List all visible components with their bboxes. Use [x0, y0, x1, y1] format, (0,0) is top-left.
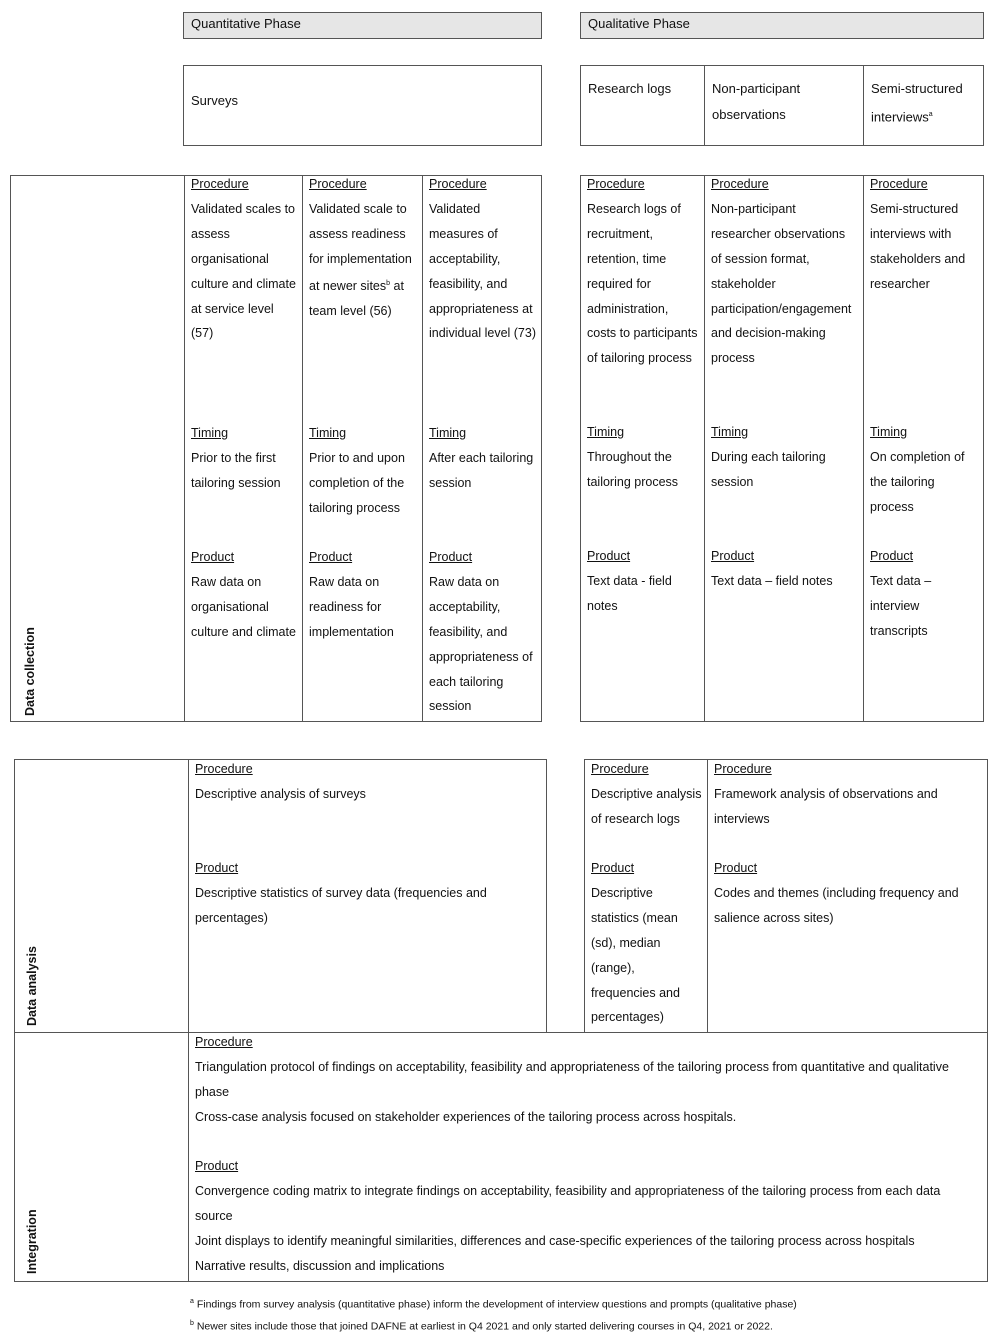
analysis-logs-procedure: Procedure Descriptive analysis of research logs: [591, 762, 702, 826]
analysis-quant-product: Product Descriptive statistics of survey data (frequencies and percentages): [195, 861, 487, 925]
qualitative-phase-label: Qualitative Phase: [588, 16, 690, 31]
q3-timing: Timing After each tailoring session: [429, 426, 534, 490]
footnote-a: $^a$ Findings from survey analysis (quantitative phase) inform the development of interview questions and prompts (qualitative phase): [190, 1298, 797, 1311]
q3-product: Product Raw data on acceptability, feasibility, and appropriateness of each tailoring session: [429, 550, 533, 714]
data-collection-quant-box: [10, 175, 542, 722]
integration-product: Product Convergence coding matrix to integrate findings on acceptability, feasibility and appropriateness of the tailoring process from each data source Joint displays to identify meaningful similarities, differences and case-specific experiences of the tailoring process across hospitals Narrative results, discussion and implications: [195, 1159, 941, 1273]
analysis-framework-product: Product Codes and themes (including frequency and salience across sites): [714, 861, 959, 925]
footnote-b-marker: b: [386, 279, 391, 287]
quantitative-phase-label: Quantitative Phase: [191, 16, 301, 31]
surveys-method-box: [183, 65, 542, 146]
observations-procedure: Procedure Non-participant researcher observations of session format, stakeholder participation/engagement and decision-making process: [711, 177, 852, 366]
logs-timing: Timing Throughout the tailoring process: [587, 425, 679, 489]
q2-procedure: Procedure Validated scale to assess readiness for implementation at newer sites$^b$ at team level (56): [309, 177, 412, 318]
integration-procedure: Procedure Triangulation protocol of findings on acceptability, feasibility and appropriateness of the tailoring process from quantitative and qualitative phase Cross-case analysis focused on stakeholder experiences of the tailoring process across hospitals.: [195, 1035, 949, 1124]
q1-procedure: Procedure Validated scales to assess organisational culture and climate at service level (57): [191, 177, 296, 341]
analysis-framework-procedure: Procedure Framework analysis of observations and interviews: [714, 762, 938, 826]
q2-timing: Timing Prior to and upon completion of the tailoring process: [309, 426, 405, 515]
interviews-product: Product Text data – interview transcripts: [870, 549, 932, 638]
interviews-procedure: Procedure Semi-structured interviews with stakeholders and researcher: [870, 177, 966, 291]
footnote-b: $^b$ Newer sites include those that joined DAFNE at earliest in Q4 2021 and only started delivering courses in Q4, 2021 or 2022.: [190, 1320, 773, 1333]
data-analysis-label: Data analysis: [25, 946, 39, 1026]
qualitative-phase-header: [580, 12, 984, 39]
analysis-integration-box: [14, 759, 988, 1282]
integration-label: Integration: [25, 1209, 39, 1274]
q1-timing: Timing Prior to the first tailoring session: [191, 426, 281, 490]
q1-product: Product Raw data on organisational culture and climate: [191, 550, 296, 639]
interviews-timing: Timing On completion of the tailoring process: [870, 425, 965, 514]
footnote-a-marker: a: [928, 111, 933, 118]
analysis-logs-product: Product Descriptive statistics (mean (sd), median (range), frequencies and percentages): [591, 861, 680, 1025]
observations-product: Product Text data – field notes: [711, 549, 833, 588]
q3-procedure: Procedure Validated measures of acceptability, feasibility, and appropriateness at individual level (73): [429, 177, 537, 341]
observations-label: Non-participant observations: [712, 81, 801, 122]
data-collection-qual-box: [580, 175, 984, 722]
logs-product: Product Text data - field notes: [587, 549, 672, 613]
surveys-label: Surveys: [191, 93, 238, 108]
observations-timing: Timing During each tailoring session: [711, 425, 826, 489]
research-logs-label: Research logs: [588, 81, 672, 96]
interviews-label: Semi-structured interviews$^a$: [871, 81, 963, 125]
analysis-quant-procedure: Procedure Descriptive analysis of surveys: [195, 762, 366, 801]
logs-procedure: Procedure Research logs of recruitment, retention, time required for administration, costs to participants of tailoring process: [587, 177, 698, 366]
q2-product: Product Raw data on readiness for implementation: [309, 550, 394, 639]
qualitative-methods-box: [580, 65, 984, 146]
quantitative-phase-header: [183, 12, 542, 39]
data-collection-label: Data collection: [23, 627, 37, 716]
